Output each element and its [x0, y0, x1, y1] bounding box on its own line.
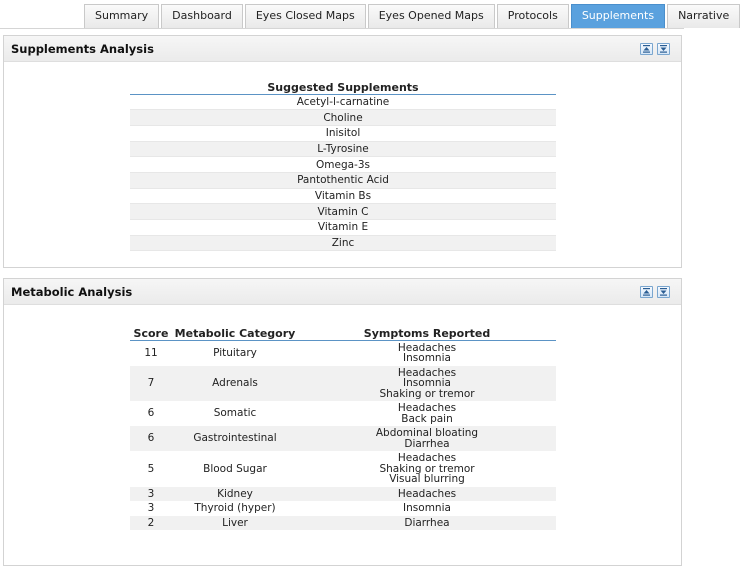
table-row	[130, 204, 556, 220]
symptom: Visual blurring	[389, 473, 465, 485]
symptom: Diarrhea	[404, 516, 450, 529]
category-cell: Pituitary	[213, 346, 257, 359]
table-row	[130, 366, 556, 402]
category-cell: Somatic	[213, 407, 257, 420]
expand-all-icon[interactable]	[657, 286, 670, 298]
score-cell: 11	[144, 346, 158, 359]
score-cell: 5	[147, 462, 155, 475]
tab-summary[interactable]: Summary	[84, 4, 159, 28]
metabolic-analysis-table	[130, 325, 556, 530]
symptoms-cell	[298, 340, 556, 366]
category-cell: Blood Sugar	[203, 462, 267, 475]
symptom: Abdominal bloating	[375, 427, 479, 439]
collapse-all-icon[interactable]	[640, 43, 653, 55]
metabolic-panel-title: Metabolic Analysis	[11, 285, 133, 299]
table-row	[130, 487, 556, 502]
supplements-panel-title: Supplements Analysis	[11, 42, 154, 56]
column-header-category: Metabolic Category	[172, 325, 298, 340]
symptom: Insomnia	[403, 502, 451, 514]
table-row	[130, 451, 556, 487]
category-cell: Kidney	[172, 487, 298, 502]
metabolic-panel-header	[4, 279, 681, 305]
table-row	[130, 401, 556, 426]
table-row	[130, 125, 556, 141]
symptom: Headaches	[397, 452, 457, 464]
tab-supplements[interactable]: Supplements	[571, 4, 665, 28]
supplement-name: Choline	[130, 110, 556, 126]
table-row	[130, 157, 556, 173]
supplement-name: Inisitol	[130, 125, 556, 141]
supplement-name: Omega-3s	[130, 157, 556, 173]
score-cell: 3	[130, 487, 172, 502]
symptom: Diarrhea	[404, 437, 450, 450]
table-row	[130, 501, 556, 516]
symptom: Headaches	[397, 366, 457, 379]
column-header-score: Score	[130, 325, 172, 340]
supplement-name: Pantothentic Acid	[130, 172, 556, 188]
table-row	[130, 110, 556, 126]
symptoms-cell	[298, 516, 556, 531]
symptom: Headaches	[397, 341, 457, 354]
category-cell: Liver	[172, 516, 298, 531]
category-cell: Thyroid (hyper)	[194, 502, 276, 514]
supplement-name: Acetyl-l-carnatine	[130, 94, 556, 110]
tab-narrative[interactable]: Narrative	[667, 4, 740, 28]
supplement-name: L-Tyrosine	[130, 141, 556, 157]
score-cell: 7	[130, 366, 172, 402]
score-cell: 2	[130, 516, 172, 531]
tab-divider	[0, 28, 684, 29]
expand-all-icon[interactable]	[657, 43, 670, 55]
table-row	[130, 172, 556, 188]
tab-eyes-closed-maps[interactable]: Eyes Closed Maps	[245, 4, 366, 28]
tab-dashboard[interactable]: Dashboard	[161, 4, 243, 28]
category-cell: Adrenals	[172, 366, 298, 402]
symptom: Headaches	[397, 402, 457, 414]
symptoms-cell	[298, 401, 556, 426]
symptom: Headaches	[397, 487, 457, 500]
supplements-panel-header	[4, 36, 681, 62]
symptom: Insomnia	[403, 352, 451, 364]
symptoms-cell	[298, 426, 556, 451]
table-row	[130, 220, 556, 236]
supplement-name: Vitamin E	[130, 220, 556, 236]
tab-eyes-opened-maps[interactable]: Eyes Opened Maps	[368, 4, 495, 28]
score-cell: 3	[147, 502, 155, 514]
metabolic-panel	[3, 278, 682, 566]
symptoms-cell	[298, 487, 556, 502]
table-row	[130, 516, 556, 531]
supplement-name: Vitamin C	[130, 204, 556, 220]
symptom: Back pain	[401, 412, 453, 425]
tab-bar	[84, 4, 742, 28]
score-cell: 6	[130, 426, 172, 451]
symptoms-cell	[298, 451, 556, 487]
collapse-all-icon[interactable]	[640, 286, 653, 298]
table-row	[130, 141, 556, 157]
supplements-panel	[3, 35, 682, 268]
table-row	[130, 340, 556, 366]
symptoms-cell	[298, 366, 556, 402]
supplement-name: Vitamin Bs	[130, 188, 556, 204]
table-row	[130, 94, 556, 110]
column-header-symptoms: Symptoms Reported	[298, 325, 556, 340]
suggested-supplements-table	[130, 79, 556, 251]
symptoms-cell	[298, 501, 556, 516]
score-cell: 6	[147, 407, 155, 420]
symptom: Shaking or tremor	[379, 462, 475, 475]
table-row	[130, 188, 556, 204]
symptom: Shaking or tremor	[379, 387, 475, 400]
suggested-supplements-header: Suggested Supplements	[130, 79, 556, 94]
table-row	[130, 235, 556, 251]
tab-protocols[interactable]: Protocols	[497, 4, 569, 28]
symptom: Insomnia	[403, 377, 451, 389]
category-cell: Gastrointestinal	[172, 426, 298, 451]
table-row	[130, 426, 556, 451]
supplement-name: Zinc	[130, 235, 556, 251]
